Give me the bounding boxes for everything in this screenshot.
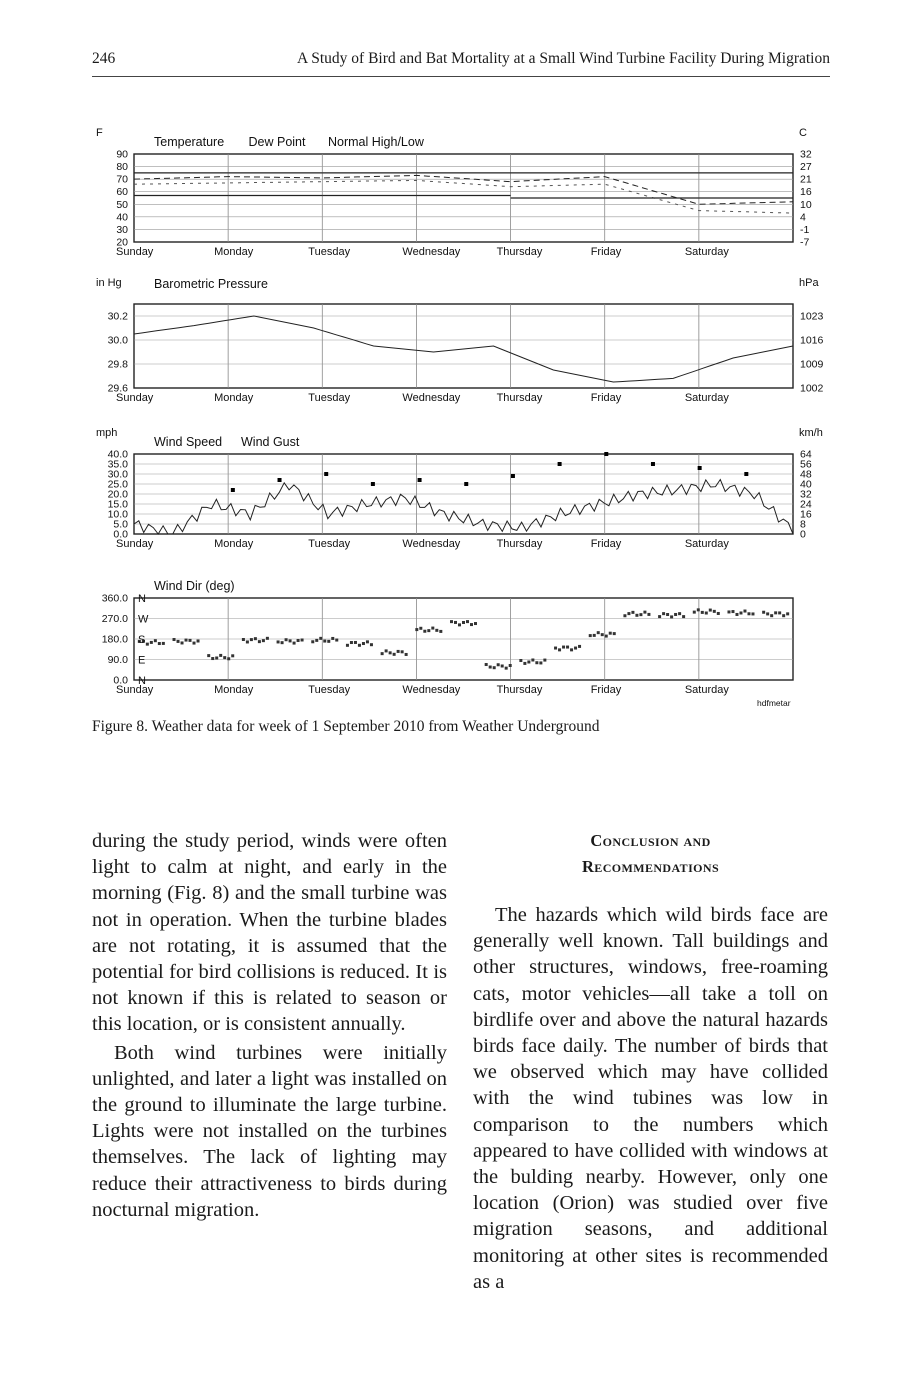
wind-dir-point [423,630,426,633]
legend-entry: Temperature [154,135,225,149]
y-tick-label: 35.0 [107,458,128,471]
wind-dir-point [289,639,292,642]
y2-tick-label: 1009 [800,358,824,371]
wind-dir-point [519,659,522,662]
y-tick-label: 270.0 [101,613,128,625]
wind-dir-point [262,639,265,642]
wind-dir-point [705,612,708,615]
wind-dir-point [601,633,604,636]
wind-dir-point [778,611,781,614]
y-tick-label: 40 [116,211,128,224]
wind-dir-point [739,611,742,614]
y-tick-label: 5.0 [113,518,128,531]
x-tick-label: Monday [214,684,254,696]
x-tick-label: Friday [590,538,622,550]
y-tick-label: 30.0 [107,334,128,347]
wind-dir-point [666,613,669,616]
compass-label: E [138,654,146,667]
wind-dir-point [346,644,349,647]
wind-dir-point [727,610,730,613]
wind-dir-point [527,660,530,663]
y2-tick-label: 64 [800,448,812,461]
wind-dir-point [223,656,226,659]
y-tick-label: 0.0 [113,528,128,541]
wind-dir-point [539,661,542,664]
wind-dir-point [358,644,361,647]
wind-dir-point [405,653,408,656]
wind-dir-point [211,657,214,660]
wind-dir-point [185,639,188,642]
y-tick-label: 70 [116,173,128,186]
y2-tick-label: 0 [800,528,806,541]
wind-dir-point [639,613,642,616]
wind-dir-point [523,662,526,665]
wind-dir-point [462,621,465,624]
legend-entry: Dew Point [248,135,306,149]
y-tick-label: 90 [116,148,128,161]
wind-dir-point [613,632,616,635]
wind-dir-point [193,642,196,645]
wind-dir-point [489,666,492,669]
wind-dir-point [485,663,488,666]
gust-point [418,478,422,482]
wind-dir-point [415,628,418,631]
right-unit: hPa [799,277,819,289]
x-tick-label: Tuesday [308,684,351,696]
y-tick-label: 30.2 [107,310,128,323]
legend-entry: Normal High/Low [328,135,424,149]
wind-dir-point [450,620,453,623]
wind-dir-point [782,614,785,617]
y2-tick-label: 27 [800,161,812,174]
y2-tick-label: 48 [800,468,812,481]
gust-point [744,472,748,476]
y2-tick-label: 16 [800,508,812,521]
wind-dir-point [574,647,577,650]
wind-dir-point [674,613,677,616]
y-tick-label: 20.0 [107,488,128,501]
y-tick-label: 25.0 [107,478,128,491]
gust-point [651,462,655,466]
wind-dir-point [246,640,249,643]
x-tick-label: Friday [590,392,622,404]
x-tick-label: Thursday [496,392,543,404]
wind-dir-point [762,611,765,614]
y2-tick-label: 4 [800,211,806,224]
figure-caption: Figure 8. Weather data for week of 1 September 2010 from Weather Underground [92,718,600,735]
wind-dir-point [327,640,330,643]
y2-tick-label: 1023 [800,310,824,323]
y-tick-label: 29.8 [107,358,128,371]
x-tick-label: Saturday [684,684,729,696]
y2-tick-label: 16 [800,186,812,199]
paragraph: The hazards which wild birds face are generally well known. Tall buildings and other structures, windows, free-roaming cats, motor vehicles—all take a toll on birdlife over and above the natural hazards birds face daily. The number of birds that we observed which may have collided with the wind tubines was low in comparison to the numbers which appeared to have collided with windows at the bulding nearby. However, only one location (Orion) was studied over five migration seasons, and additional monitoring at other sites is recommended as a [473,904,828,1293]
direction-panel [134,598,793,680]
y-tick-label: 10.0 [107,508,128,521]
wind-dir-point [709,609,712,612]
y2-tick-label: 21 [800,173,812,186]
x-tick-label: Thursday [496,246,543,258]
y-tick-label: 30 [116,223,128,236]
wind-dir-point [505,667,508,670]
wind-dir-point [319,637,322,640]
watermark: hdfmetar [757,698,791,708]
legend-entry: Wind Speed [154,435,223,449]
wind-dir-point [735,613,738,616]
x-tick-label: Thursday [496,684,543,696]
wind-dir-point [501,664,504,667]
wind-dir-point [747,612,750,615]
page-number: 246 [92,50,116,67]
wind-dir-point [570,648,573,651]
wind-dir-point [397,650,400,653]
wind-dir-point [401,650,404,653]
pressure-panel [134,304,793,388]
wind-dir-point [311,640,314,643]
wind-dir-point [647,613,650,616]
x-tick-label: Monday [214,392,254,404]
section-heading [473,828,828,880]
wind-dir-point [693,611,696,614]
wind-dir-point [219,654,222,657]
wind-dir-point [146,643,149,646]
wind-dir-point [554,647,557,650]
y2-tick-label: 40 [800,478,812,491]
y-tick-label: 90.0 [107,654,128,666]
wind-dir-point [150,641,153,644]
compass-label: W [138,613,149,626]
wind-dir-point [713,610,716,613]
wind-dir-point [658,615,661,618]
y-tick-label: 80 [116,161,128,174]
wind-dir-point [770,614,773,617]
wind-dir-point [181,641,184,644]
y-tick-label: 15.0 [107,498,128,511]
wind-dir-point [458,623,461,626]
wind-dir-point [258,640,261,643]
wind-dir-point [662,612,665,615]
x-tick-label: Friday [590,246,622,258]
wind-dir-point [543,659,546,662]
y2-tick-label: -7 [800,236,810,249]
wind-dir-point [566,646,569,649]
wind-dir-point [227,657,230,660]
right-unit: C [799,128,807,139]
y-tick-label: 20 [116,236,128,249]
gust-point [324,472,328,476]
gust-point [511,474,515,478]
wind-dir-point [277,640,280,643]
y2-tick-label: 1002 [800,382,824,395]
right-unit: km/h [799,427,823,439]
wind-dir-point [189,639,192,642]
legend-entry: Barometric Pressure [154,277,268,291]
paragraph: Both wind turbines were initially unlighted, and later a light was installed on the ground to illuminate the large turbine. Lights were not installed on the turbines themselves. The lack of lighting may reduce their attractiveness to birds during nocturnal migration. [92,1041,447,1221]
wind-dir-point [266,637,269,640]
wind-dir-point [670,615,673,618]
wind-dir-point [774,611,777,614]
gust-point [231,488,235,492]
wind-dir-point [766,612,769,615]
x-tick-label: Tuesday [308,538,351,550]
wind-dir-point [431,627,434,630]
wind-dir-point [531,658,534,661]
x-tick-label: Saturday [684,538,729,550]
heading-line: Conclusion and [590,831,711,850]
gust-point [558,462,562,466]
x-tick-label: Monday [214,538,254,550]
y2-tick-label: 32 [800,148,812,161]
wind-dir-point [162,642,165,645]
wind-dir-point [751,612,754,615]
wind-dir-point [427,629,430,632]
y2-tick-label: 8 [800,518,806,531]
wind-dir-point [231,654,234,657]
wind-dir-point [635,614,638,617]
wind-dir-point [593,634,596,637]
plot-frame [134,304,793,388]
gust-point [604,452,608,456]
x-tick-label: Wednesday [402,684,461,696]
wind-dir-point [717,612,720,615]
x-tick-label: Sunday [116,684,154,696]
wind-dir-point [470,623,473,626]
wind-dir-point [393,653,396,656]
wind-dir-point [242,638,245,641]
left-unit: mph [96,427,118,439]
wind-dir-point [605,635,608,638]
temperature-panel [134,154,793,242]
compass-label: N [138,593,146,605]
x-tick-label: Sunday [116,392,154,404]
wind-dir-point [323,640,326,643]
legend-entry: Wind Gust [241,435,300,449]
y2-tick-label: -1 [800,223,810,236]
wind-dir-point [366,640,369,643]
wind-dir-point [589,634,592,637]
wind-dir-point [454,621,457,624]
y2-tick-label: 24 [800,498,812,511]
x-tick-label: Sunday [116,246,154,258]
wind-dir-point [301,638,304,641]
wind-dir-point [254,637,257,640]
wind-dir-point [631,611,634,614]
y2-tick-label: 1016 [800,334,824,347]
y-tick-label: 29.6 [107,382,128,395]
y-tick-label: 360.0 [101,592,128,605]
legend-entry: Wind Dir (deg) [154,579,235,593]
wind-dir-point [627,612,630,615]
wind-dir-point [497,663,500,666]
x-tick-label: Saturday [684,246,729,258]
wind-dir-point [562,646,565,649]
wind-dir-point [158,642,161,645]
x-tick-label: Wednesday [402,392,461,404]
x-tick-label: Thursday [496,538,543,550]
wind-dir-point [207,654,210,657]
x-tick-label: Wednesday [402,246,461,258]
wind-dir-point [354,641,357,644]
wind-dir-point [385,649,388,652]
wind-dir-point [743,610,746,613]
wind-dir-point [362,642,365,645]
x-tick-label: Tuesday [308,392,351,404]
wind-dir-point [197,640,200,643]
wind-dir-point [697,608,700,611]
wind-dir-point [350,641,353,644]
wind-dir-point [381,652,384,655]
wind-dir-point [678,612,681,615]
wind-dir-point [370,643,373,646]
wind-dir-point [682,615,685,618]
gust-point [464,482,468,486]
y-tick-label: 60 [116,186,128,199]
left-unit: in Hg [96,277,122,289]
x-tick-label: Saturday [684,392,729,404]
paragraph: during the study period, winds were often light to calm at night, and early in the morning (Fig. 8) and the small turbine was not in operation. When the turbine blades are not rotating, it is assumed that the potential for bird collisions is reduced. It is not known if this is related to season or this location, or is consistent annually. [92,830,447,1036]
y2-tick-label: 32 [800,488,812,501]
compass-label: S [138,634,146,646]
y-tick-label: 50 [116,198,128,211]
wind-dir-point [335,639,338,642]
wind-dir-point [558,648,561,651]
heading-line: Recommendations [581,857,720,876]
wind-dir-point [466,620,469,623]
x-tick-label: Tuesday [308,246,351,258]
wind-dir-point [215,656,218,659]
wind-dir-point [315,639,318,642]
gust-point [278,478,282,482]
right-column [473,828,828,1295]
wind-dir-point [173,638,176,641]
x-tick-label: Monday [214,246,254,258]
left-column [92,828,447,1223]
wind-dir-point [786,612,789,615]
running-title: A Study of Bird and Bat Mortality at a Small Wind Turbine Facility During Migration [297,50,830,67]
wind-dir-point [297,639,300,642]
gust-point [371,482,375,486]
wind-dir-point [177,640,180,643]
wind-dir-point [535,661,538,664]
wind-dir-point [701,611,704,614]
wind-dir-point [493,666,496,669]
y-tick-label: 0.0 [113,674,128,687]
wind-dir-point [435,629,438,632]
wind-dir-point [281,641,284,644]
wind-dir-point [509,664,512,667]
x-tick-label: Sunday [116,538,154,550]
wind-dir-point [623,614,626,617]
running-header [92,48,830,77]
wind-dir-point [285,638,288,641]
y2-tick-label: 56 [800,458,812,471]
y-tick-label: 40.0 [107,448,128,461]
x-tick-label: Friday [590,684,622,696]
wind-dir-point [419,627,422,630]
wind-dir-point [154,639,157,642]
wind-dir-point [250,638,253,641]
x-tick-label: Wednesday [402,538,461,550]
weather-figure [88,128,828,713]
wind-dir-point [331,637,334,640]
left-unit: F [96,128,103,139]
gust-point [698,466,702,470]
wind-dir-point [293,642,296,645]
wind-panel [134,452,793,534]
wind-dir-point [609,632,612,635]
wind-dir-point [731,610,734,613]
y-tick-label: 30.0 [107,468,128,481]
compass-label: N [138,675,146,687]
y2-tick-label: 10 [800,198,812,211]
wind-dir-point [643,611,646,614]
wind-dir-point [597,631,600,634]
wind-dir-point [439,630,442,633]
y-tick-label: 180.0 [101,633,128,646]
wind-dir-point [474,622,477,625]
wind-dir-point [389,651,392,654]
wind-dir-point [578,645,581,648]
